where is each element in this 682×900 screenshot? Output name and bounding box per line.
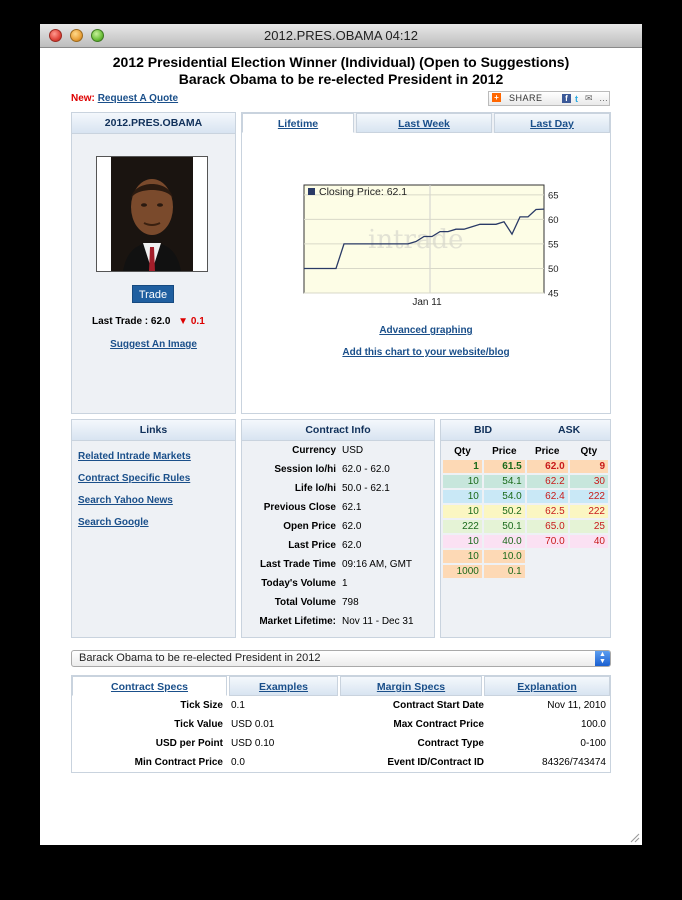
y-tick-label: 50 bbox=[548, 263, 559, 275]
spec-label: USD per Point bbox=[155, 738, 223, 749]
ask-qty-cell[interactable] bbox=[570, 565, 608, 578]
chart-watermark: intrade bbox=[368, 225, 464, 255]
contract-select-value: Barack Obama to be re-elected President in 2012 bbox=[79, 652, 321, 664]
facebook-icon: f bbox=[562, 94, 571, 103]
yahoo-news-link[interactable]: Search Yahoo News bbox=[78, 495, 173, 506]
bid-qty-cell[interactable]: 10 bbox=[443, 550, 482, 563]
bid-price-header: Price bbox=[492, 446, 517, 457]
y-tick-label: 65 bbox=[548, 190, 559, 202]
spec-value: 0.1 bbox=[231, 700, 245, 711]
info-label: Last Price bbox=[288, 540, 336, 551]
ask-price-cell[interactable]: 62.0 bbox=[527, 460, 568, 473]
spec-label: Tick Value bbox=[174, 719, 223, 730]
info-row bbox=[242, 559, 436, 575]
contract-info-title: Contract Info bbox=[242, 420, 434, 441]
info-row bbox=[242, 445, 436, 461]
share-button[interactable] bbox=[488, 91, 610, 106]
spec-value: USD 0.01 bbox=[231, 719, 275, 730]
related-markets-link[interactable]: Related Intrade Markets bbox=[78, 451, 191, 462]
ask-price-cell[interactable]: 70.0 bbox=[527, 535, 568, 548]
spec-label: Min Contract Price bbox=[134, 757, 223, 768]
info-label: Total Volume bbox=[274, 597, 336, 608]
orderbook-row bbox=[443, 520, 608, 533]
info-value: Nov 11 - Dec 31 bbox=[342, 616, 414, 627]
tab-margin-specs[interactable]: Margin Specs bbox=[340, 676, 482, 696]
contract-title: Barack Obama to be re-elected President in 2012 bbox=[178, 71, 504, 87]
bid-price-cell[interactable]: 50.1 bbox=[484, 520, 525, 533]
spec-value: 0.0 bbox=[231, 757, 245, 768]
info-value: 62.1 bbox=[342, 502, 362, 513]
info-row bbox=[242, 616, 436, 632]
suggest-image-row bbox=[72, 339, 235, 350]
tab-examples[interactable]: Examples bbox=[229, 676, 338, 696]
orderbook-row bbox=[443, 565, 608, 578]
info-label: Last Trade Time bbox=[260, 559, 336, 570]
spec-value: USD 0.10 bbox=[231, 738, 275, 749]
suggest-image-link[interactable]: Suggest An Image bbox=[110, 339, 197, 350]
resize-grip-icon[interactable] bbox=[630, 833, 640, 843]
last-trade-row bbox=[92, 316, 222, 327]
last-trade-value: 62.0 bbox=[150, 316, 171, 327]
contract-info-panel bbox=[241, 419, 435, 638]
orderbook-row bbox=[443, 535, 608, 548]
ask-price-cell[interactable]: 62.5 bbox=[527, 505, 568, 518]
ask-qty-header: Qty bbox=[580, 446, 598, 457]
bid-price-cell[interactable]: 61.5 bbox=[484, 460, 525, 473]
bid-price-cell[interactable]: 40.0 bbox=[484, 535, 525, 548]
bid-price-cell[interactable]: 0.1 bbox=[484, 565, 525, 578]
info-label: Session lo/hi bbox=[274, 464, 336, 475]
advanced-graphing-row bbox=[242, 325, 610, 336]
info-label: Open Price bbox=[283, 521, 336, 532]
bid-price-cell[interactable]: 10.0 bbox=[484, 550, 525, 563]
orderbook-row bbox=[443, 475, 608, 488]
y-tick-label: 55 bbox=[548, 239, 559, 251]
quote-row bbox=[71, 93, 178, 104]
browser-window bbox=[40, 24, 642, 845]
ask-price-cell[interactable] bbox=[527, 565, 568, 578]
orderbook-panel bbox=[440, 419, 611, 638]
ask-qty-cell[interactable]: 9 bbox=[570, 460, 608, 473]
more-icon: … bbox=[599, 93, 608, 103]
orderbook-row bbox=[443, 460, 608, 473]
ask-qty-cell[interactable] bbox=[570, 550, 608, 563]
bid-qty-cell[interactable]: 1 bbox=[443, 460, 482, 473]
bid-price-cell[interactable]: 54.0 bbox=[484, 490, 525, 503]
ask-qty-cell[interactable]: 222 bbox=[570, 490, 608, 503]
bid-qty-cell[interactable]: 1000 bbox=[443, 565, 482, 578]
ask-price-cell[interactable]: 62.4 bbox=[527, 490, 568, 503]
info-value: 09:16 AM, GMT bbox=[342, 559, 413, 570]
title-bar bbox=[40, 24, 642, 48]
orderbook-header bbox=[441, 420, 610, 441]
plus-icon: + bbox=[492, 93, 501, 102]
info-value: 62.0 bbox=[342, 521, 362, 532]
tab-last-day[interactable]: Last Day bbox=[494, 113, 610, 133]
tab-contract-specs[interactable]: Contract Specs bbox=[72, 676, 227, 696]
links-panel bbox=[71, 419, 236, 638]
tab-lifetime[interactable]: Lifetime bbox=[242, 113, 354, 133]
embed-chart-link[interactable]: Add this chart to your website/blog bbox=[342, 347, 510, 358]
bid-qty-cell[interactable]: 10 bbox=[443, 535, 482, 548]
links-list bbox=[78, 446, 191, 534]
bid-price-cell[interactable]: 54.1 bbox=[484, 475, 525, 488]
orderbook-row bbox=[443, 505, 608, 518]
info-row bbox=[242, 464, 436, 480]
x-tick-label: Jan 11 bbox=[412, 297, 442, 308]
contract-panel-title: 2012.PRES.OBAMA bbox=[72, 113, 235, 134]
chart-panel bbox=[241, 112, 611, 414]
y-tick-label: 60 bbox=[548, 214, 559, 226]
new-label: New: bbox=[71, 93, 95, 104]
orderbook-row bbox=[443, 550, 608, 563]
info-value: 50.0 - 62.1 bbox=[342, 483, 390, 494]
trade-button[interactable]: Trade bbox=[132, 285, 174, 303]
info-label: Life lo/hi bbox=[294, 483, 336, 494]
candidate-photo bbox=[96, 156, 208, 272]
info-label: Today's Volume bbox=[261, 578, 336, 589]
specs-panel bbox=[71, 675, 611, 773]
bid-qty-header: Qty bbox=[454, 446, 471, 457]
market-title: 2012 Presidential Election Winner (Individual) (Open to Suggestions) bbox=[112, 54, 570, 70]
request-quote-link[interactable]: Request A Quote bbox=[97, 93, 179, 104]
spec-label: Tick Size bbox=[180, 700, 223, 711]
info-row bbox=[242, 521, 436, 537]
change-value: 0.1 bbox=[190, 316, 205, 327]
legend-swatch bbox=[308, 188, 315, 195]
bid-qty-cell[interactable]: 10 bbox=[443, 505, 482, 518]
tab-last-week[interactable]: Last Week bbox=[356, 113, 492, 133]
bid-price-cell[interactable]: 50.2 bbox=[484, 505, 525, 518]
contract-select[interactable] bbox=[71, 650, 611, 667]
ask-price-cell[interactable]: 65.0 bbox=[527, 520, 568, 533]
info-label: Currency bbox=[292, 445, 336, 456]
down-arrow-icon: ▼ bbox=[178, 316, 189, 327]
info-row bbox=[242, 540, 436, 556]
spec-value: 84326/743474 bbox=[542, 757, 606, 768]
ask-price-cell[interactable] bbox=[527, 550, 568, 563]
ask-qty-cell[interactable]: 222 bbox=[570, 505, 608, 518]
bid-qty-cell[interactable]: 10 bbox=[443, 490, 482, 503]
spec-value: 100.0 bbox=[580, 719, 606, 730]
chart-legend: Closing Price: 62.1 bbox=[319, 186, 408, 198]
google-search-link[interactable]: Search Google bbox=[78, 517, 149, 528]
share-label: SHARE bbox=[509, 93, 543, 103]
bid-qty-cell[interactable]: 222 bbox=[443, 520, 482, 533]
embed-chart-row bbox=[242, 347, 610, 358]
email-icon: ✉ bbox=[585, 93, 593, 103]
info-value: 1 bbox=[342, 578, 348, 589]
twitter-icon: t bbox=[575, 94, 578, 104]
info-row bbox=[242, 597, 436, 613]
bid-qty-cell[interactable]: 10 bbox=[443, 475, 482, 488]
info-label: Market Lifetime: bbox=[259, 616, 336, 627]
ask-price-header: Price bbox=[534, 446, 560, 457]
contract-rules-link[interactable]: Contract Specific Rules bbox=[78, 473, 191, 484]
advanced-graphing-link[interactable]: Advanced graphing bbox=[379, 325, 473, 336]
last-trade-label: Last Trade : bbox=[92, 316, 149, 327]
spec-label: Max Contract Price bbox=[393, 719, 484, 730]
info-row bbox=[242, 578, 436, 594]
info-row bbox=[242, 483, 436, 499]
spec-value: 0-100 bbox=[580, 738, 606, 749]
contract-panel bbox=[71, 112, 236, 414]
info-row bbox=[242, 502, 436, 518]
ask-qty-cell[interactable]: 30 bbox=[570, 475, 608, 488]
links-panel-title: Links bbox=[72, 420, 235, 441]
ask-qty-cell[interactable]: 40 bbox=[570, 535, 608, 548]
spec-value: Nov 11, 2010 bbox=[547, 700, 606, 711]
info-label: Previous Close bbox=[263, 502, 336, 513]
ask-qty-cell[interactable]: 25 bbox=[570, 520, 608, 533]
price-chart bbox=[302, 183, 582, 315]
info-value: 62.0 - 62.0 bbox=[342, 464, 390, 475]
spec-label: Contract Start Date bbox=[392, 700, 484, 711]
ask-price-cell[interactable]: 62.2 bbox=[527, 475, 568, 488]
ask-title: ASK bbox=[558, 424, 581, 436]
info-value: 62.0 bbox=[342, 540, 362, 551]
window-title: 2012.PRES.OBAMA 04:12 bbox=[264, 28, 418, 43]
bid-title: BID bbox=[474, 424, 493, 436]
info-value: 798 bbox=[342, 597, 359, 608]
info-value: USD bbox=[342, 445, 364, 456]
y-tick-label: 45 bbox=[548, 288, 559, 300]
tab-explanation[interactable]: Explanation bbox=[484, 676, 610, 696]
orderbook-row bbox=[443, 490, 608, 503]
select-arrows-icon: ▲ ▼ bbox=[595, 651, 610, 666]
spec-label: Event ID/Contract ID bbox=[387, 757, 484, 768]
spec-label: Contract Type bbox=[417, 738, 484, 749]
orderbook-table bbox=[441, 443, 610, 580]
